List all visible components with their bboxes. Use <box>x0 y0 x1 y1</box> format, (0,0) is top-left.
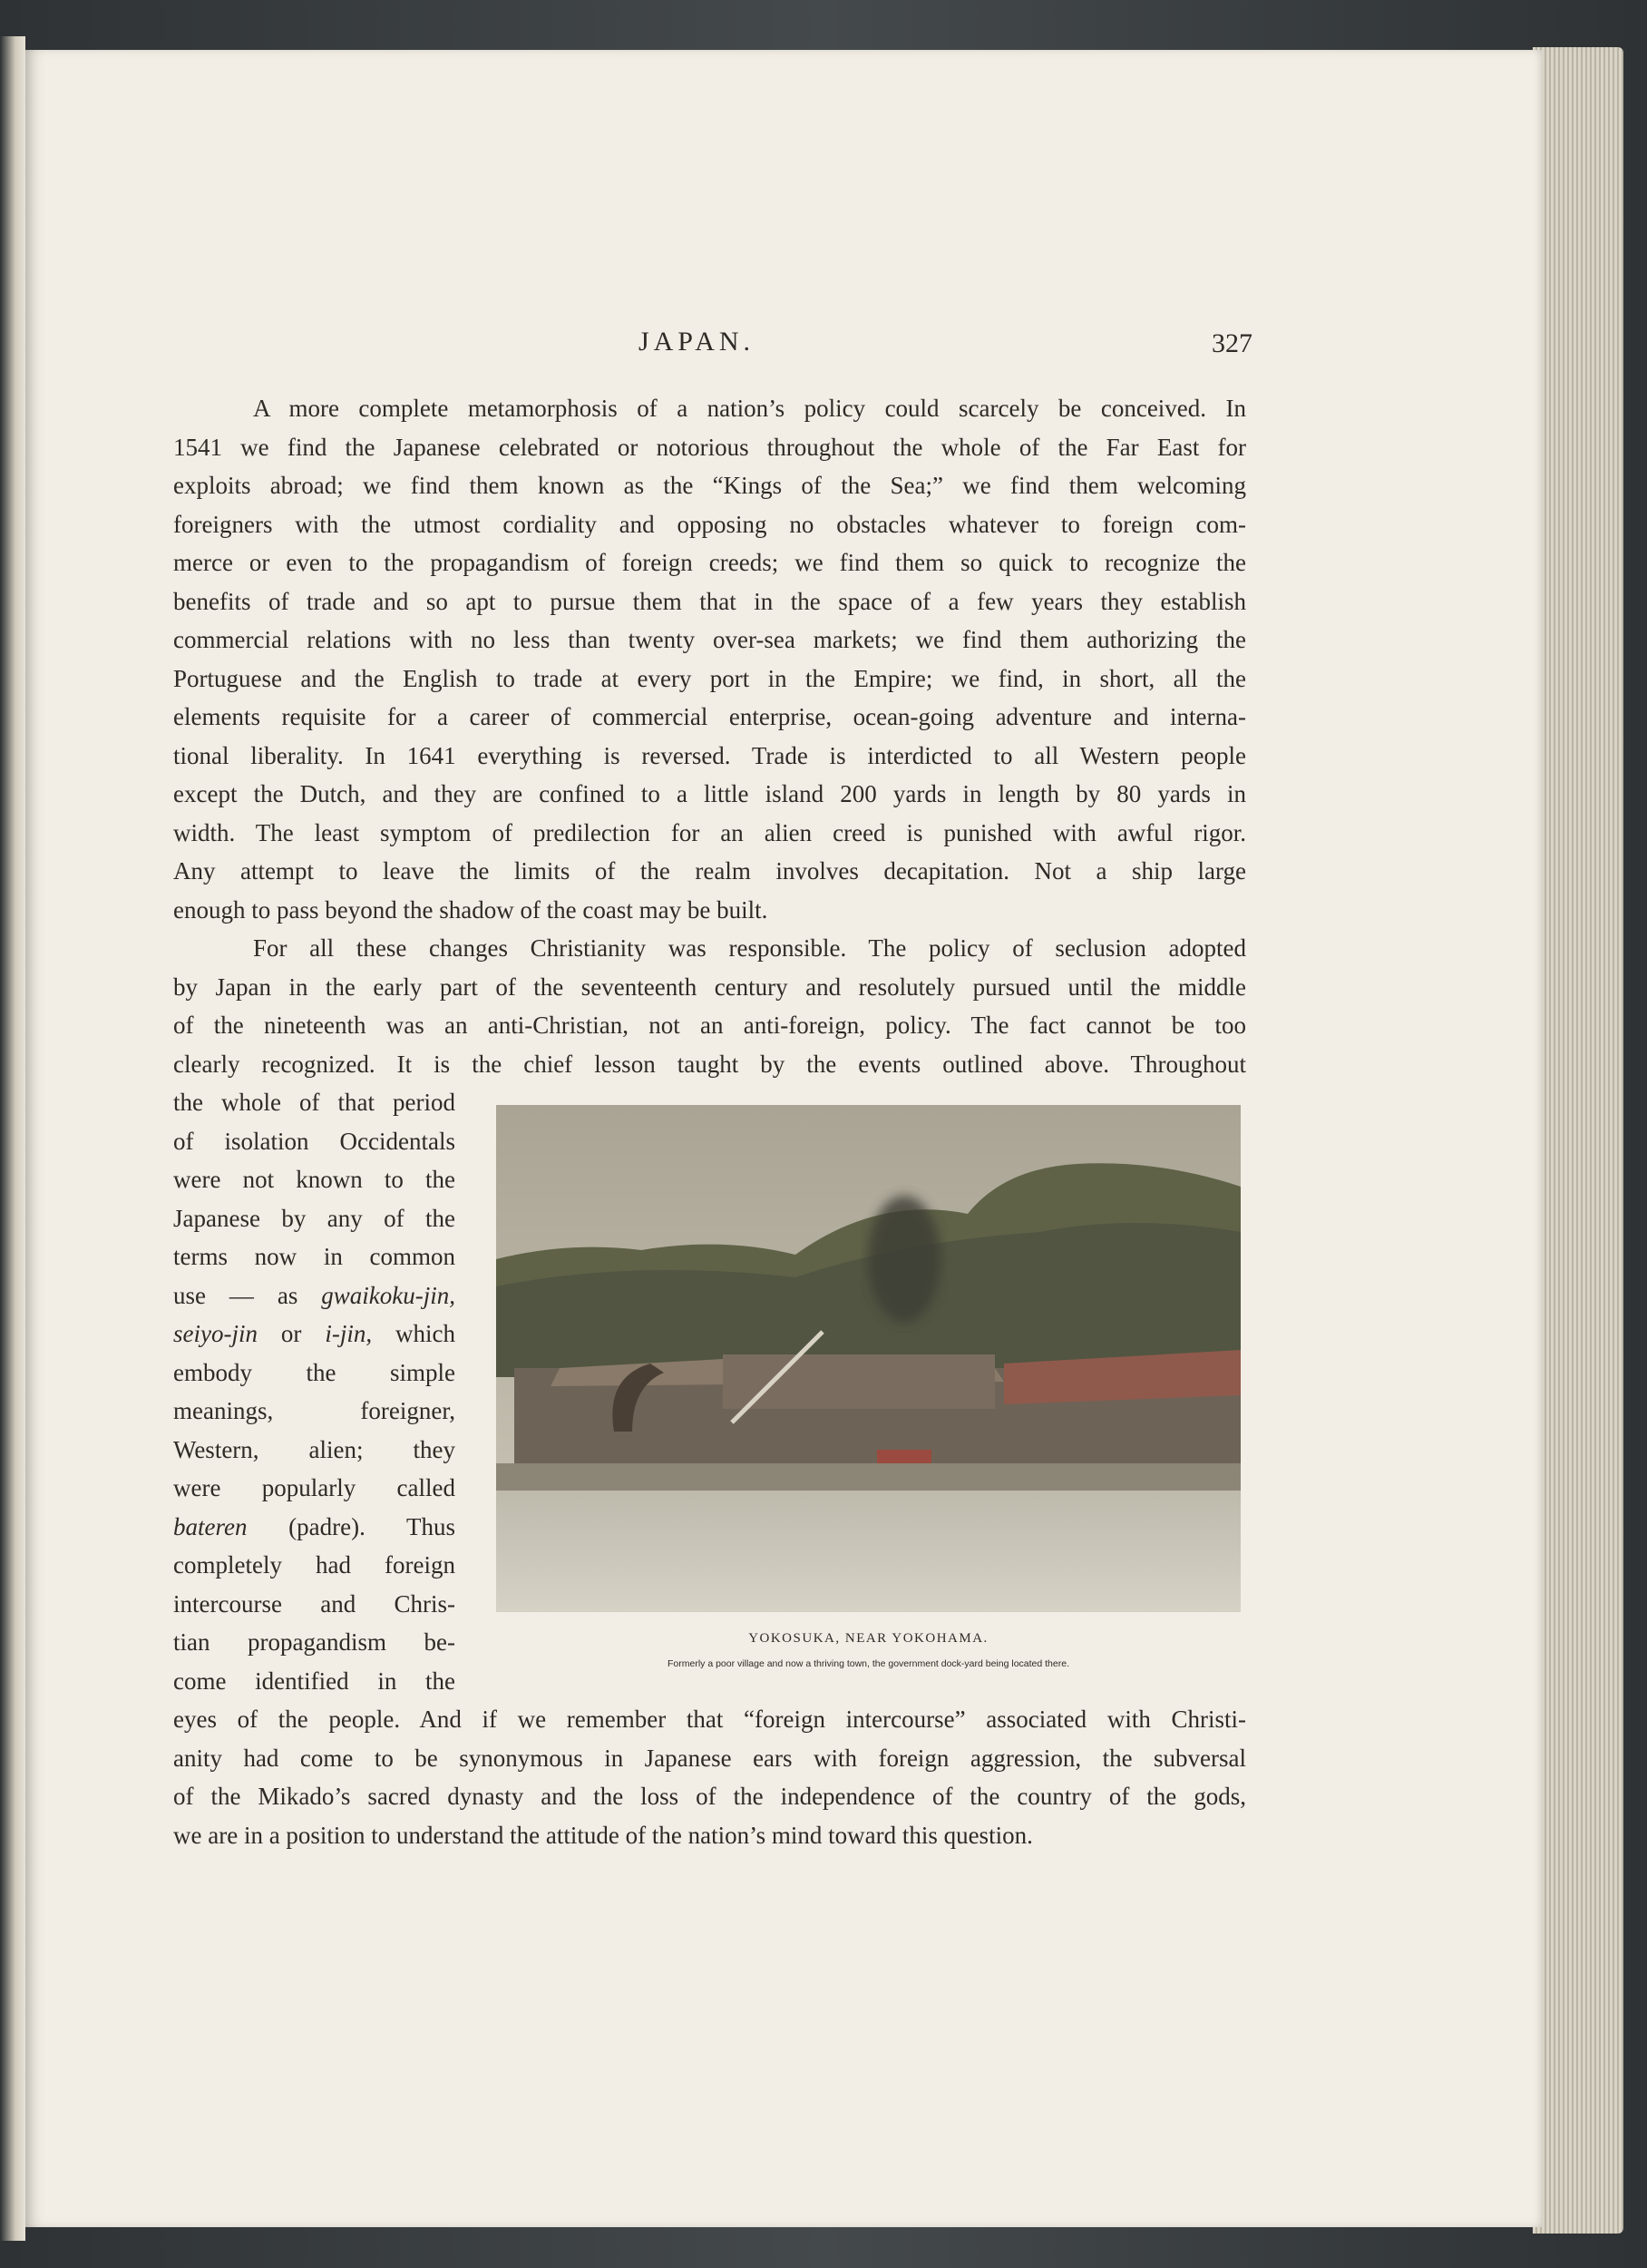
text-line: A more complete metamorphosis of a nation’s policy could scarcely be conceived. In <box>253 395 1246 422</box>
text-segment: embody the simple <box>173 1358 455 1386</box>
text-line: Portuguese and the English to trade at every port in the Empire; we find, in short, all the <box>173 664 1246 692</box>
text-segment: meanings, foreigner, <box>173 1397 455 1424</box>
plate-title: YOKOSUKA, NEAR YOKOHAMA. <box>748 1631 989 1646</box>
text-line: For all these changes Christianity was responsible. The policy of seclusion adopted <box>253 934 1246 962</box>
text-line-narrow <box>173 1585 455 1624</box>
text-line: foreigners with the utmost cordiality and opposing no obstacles whatever to foreign com- <box>173 510 1246 538</box>
text-line: exploits abroad; we find them known as the “Kings of the Sea;” we find them welcoming <box>173 472 1246 499</box>
text-segment: Western, alien; they <box>173 1435 455 1463</box>
text-segment: were not known to the <box>173 1166 455 1193</box>
text-line-narrow <box>173 1199 455 1238</box>
text-line-narrow <box>173 1237 455 1276</box>
italic-term: gwaikoku-jin, <box>321 1281 455 1309</box>
text-line-narrow <box>173 1623 455 1662</box>
text-segment: which <box>372 1320 456 1347</box>
text-line: 1541 we find the Japanese celebrated or notorious throughout the whole of the Far East for <box>173 433 1246 461</box>
text-line: benefits of trade and so apt to pursue them that in the space of a few years they establish <box>173 587 1246 615</box>
text-line: of the nineteenth was an anti-Christian, not an anti-foreign, policy. The fact cannot be too <box>173 1012 1246 1039</box>
text-segment: tian propagandism be- <box>173 1628 455 1656</box>
italic-term: bateren <box>173 1512 248 1540</box>
text-segment: Japanese by any of the <box>173 1204 455 1232</box>
text-line: eyes of the people. And if we remember that “foreign intercourse” associated with Christi- <box>173 1706 1246 1733</box>
text-line-narrow <box>173 1122 455 1161</box>
text-line-narrow <box>173 1315 455 1354</box>
text-line-narrow <box>173 1508 455 1547</box>
text-line: enough to pass beyond the shadow of the coast may be built. <box>173 895 768 924</box>
photo-plate-yokosuka <box>496 1105 1241 1612</box>
text-line: merce or even to the propagandism of foreign creeds; we find them so quick to recognize the <box>173 549 1246 576</box>
text-line-narrow <box>173 1546 455 1585</box>
text-line: we are in a position to understand the attitude of the nation’s mind toward this question. <box>173 1821 1033 1849</box>
italic-term: seiyo-jin <box>173 1320 258 1347</box>
text-line-narrow <box>173 1662 455 1701</box>
text-segment: the whole of that period <box>173 1089 455 1116</box>
text-line: of the Mikado’s sacred dynasty and the loss of the independence of the country of the gods, <box>173 1783 1246 1810</box>
page-stack-edge <box>1533 47 1623 2234</box>
text-line: by Japan in the early part of the seventeenth century and resolutely pursued until the middle <box>173 973 1246 1001</box>
text-segment: were popularly called <box>173 1474 455 1501</box>
text-line-narrow <box>173 1431 455 1470</box>
italic-term: i-jin, <box>325 1320 373 1347</box>
text-line: commercial relations with no less than twenty over-sea markets; we find them authorizing the <box>173 626 1246 653</box>
text-segment: intercourse and Chris- <box>173 1589 455 1618</box>
text-line: except the Dutch, and they are confined to a little island 200 yards in length by 80 yards in <box>173 780 1246 807</box>
text-segment: (padre). Thus <box>247 1512 455 1540</box>
text-line: width. The least symptom of predilection for an alien creed is punished with awful rigor. <box>173 818 1246 846</box>
text-line-narrow <box>173 1392 455 1431</box>
text-segment: come identified in the <box>173 1667 455 1695</box>
text-line-narrow <box>173 1276 455 1315</box>
text-segment: terms now in common <box>173 1243 455 1270</box>
text-segment: use — as <box>173 1281 322 1309</box>
text-line: Any attempt to leave the limits of the realm involves decapitation. Not a ship large <box>173 857 1246 885</box>
text-line-narrow <box>173 1160 455 1199</box>
text-line: clearly recognized. It is the chief lesson taught by the events outlined above. Throughout <box>173 1050 1246 1078</box>
text-line-narrow <box>173 1083 455 1122</box>
text-segment: of isolation Occidentals <box>173 1127 455 1155</box>
plate-caption: Formerly a poor village and now a thriving town, the government dock-yard being located there. <box>668 1658 1069 1669</box>
text-segment: or <box>257 1320 326 1347</box>
page-number: 327 <box>1212 328 1252 358</box>
running-title: JAPAN. <box>638 327 755 357</box>
book-spine-edge <box>0 36 25 2241</box>
dockyard-photo <box>496 1105 1241 1612</box>
text-line: elements requisite for a career of commercial enterprise, ocean-going adventure and interna- <box>173 703 1246 730</box>
running-head <box>0 327 1647 357</box>
text-line-narrow <box>173 1469 455 1508</box>
text-line: tional liberality. In 1641 everything is reversed. Trade is interdicted to all Western people <box>173 741 1246 769</box>
text-line-narrow <box>173 1354 455 1393</box>
text-segment: completely had foreign <box>173 1551 455 1579</box>
text-line: anity had come to be synonymous in Japanese ears with foreign aggression, the subversal <box>173 1744 1246 1772</box>
